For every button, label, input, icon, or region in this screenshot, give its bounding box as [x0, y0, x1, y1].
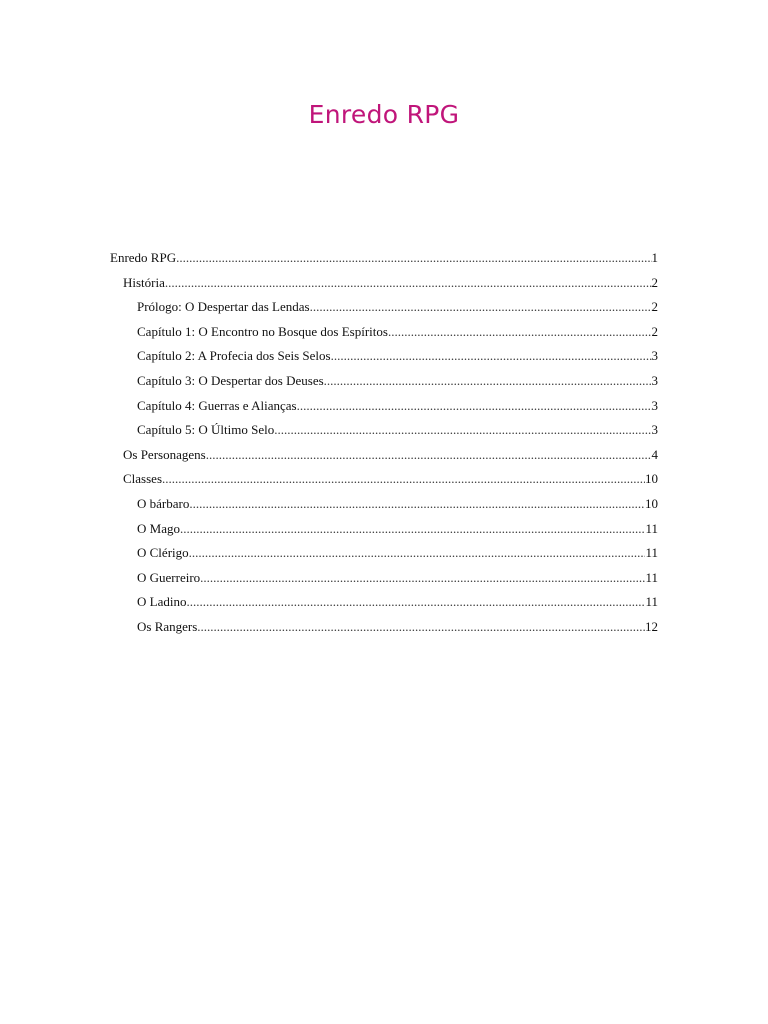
toc-entry-page: 4	[651, 446, 658, 462]
toc-dot-leader	[310, 298, 652, 316]
toc-dot-leader	[189, 495, 645, 513]
toc-entry-page: 11	[645, 545, 658, 561]
toc-entry-enredo-rpg[interactable]	[110, 249, 658, 274]
toc-entry-label: O Clérigo	[137, 545, 189, 561]
toc-entry-page: 3	[651, 422, 658, 438]
toc-dot-leader	[200, 569, 645, 587]
toc-dot-leader	[176, 249, 651, 267]
toc-entry-label: Capítulo 2: A Profecia dos Seis Selos	[137, 348, 331, 364]
toc-entry-label: O Mago	[137, 520, 180, 536]
toc-entry-prologo[interactable]	[110, 298, 658, 323]
toc-dot-leader	[189, 544, 646, 562]
toc-dot-leader	[274, 421, 651, 439]
document-title: Enredo RPG	[308, 100, 460, 129]
toc-entry-label: O bárbaro	[137, 495, 190, 511]
toc-entry-page: 1	[651, 250, 658, 265]
toc-entry-label: Capítulo 1: O Encontro no Bosque dos Espíritos	[137, 323, 388, 339]
toc-entry-capitulo-4[interactable]	[110, 397, 658, 422]
toc-entry-label: Capítulo 4: Guerras e Alianças	[137, 397, 297, 413]
toc-dot-leader	[324, 372, 652, 390]
toc-entry-page: 10	[645, 495, 658, 511]
toc-entry-os-rangers[interactable]	[110, 618, 658, 643]
toc-entry-o-guerreiro[interactable]	[110, 569, 658, 594]
toc-entry-label: Prólogo: O Despertar das Lendas	[137, 299, 310, 315]
toc-dot-leader	[180, 520, 646, 538]
toc-dot-leader	[162, 470, 645, 488]
toc-entry-label: Capítulo 5: O Último Selo	[137, 422, 275, 438]
toc-entry-capitulo-2[interactable]	[110, 347, 658, 372]
toc-entry-capitulo-3[interactable]	[110, 372, 658, 397]
toc-entry-label: Os Rangers	[137, 618, 198, 634]
toc-entry-page: 3	[651, 372, 658, 388]
toc-entry-label: O Ladino	[137, 594, 187, 610]
toc-dot-leader	[165, 274, 652, 292]
toc-entry-page: 12	[645, 618, 658, 634]
toc-entry-label: Enredo RPG	[110, 250, 177, 265]
toc-entry-page: 2	[651, 323, 658, 339]
toc-entry-o-clerigo[interactable]	[110, 544, 658, 569]
toc-entry-page: 3	[651, 348, 658, 364]
table-of-contents	[110, 249, 658, 643]
toc-entry-page: 10	[645, 471, 658, 487]
toc-dot-leader	[331, 347, 652, 365]
toc-entry-capitulo-1[interactable]	[110, 323, 658, 348]
toc-dot-leader	[388, 323, 652, 341]
toc-entry-page: 3	[651, 397, 658, 413]
toc-entry-page: 11	[645, 569, 658, 585]
toc-entry-o-ladino[interactable]	[110, 593, 658, 618]
toc-entry-label: Capítulo 3: O Despertar dos Deuses	[137, 372, 324, 388]
toc-entry-label: Os Personagens	[123, 446, 206, 462]
toc-entry-label: Classes	[123, 471, 162, 487]
toc-dot-leader	[186, 593, 645, 611]
toc-entry-capitulo-5[interactable]	[110, 421, 658, 446]
toc-entry-os-personagens[interactable]	[110, 446, 658, 471]
toc-dot-leader	[206, 446, 652, 464]
toc-entry-label: História	[123, 274, 165, 290]
toc-entry-page: 2	[651, 274, 658, 290]
toc-entry-page: 11	[645, 594, 658, 610]
toc-dot-leader	[297, 397, 652, 415]
toc-entry-page: 2	[651, 299, 658, 315]
toc-entry-o-barbaro[interactable]	[110, 495, 658, 520]
toc-entry-o-mago[interactable]	[110, 520, 658, 545]
toc-entry-classes[interactable]	[110, 470, 658, 495]
toc-entry-label: O Guerreiro	[137, 569, 201, 585]
toc-entry-historia[interactable]	[110, 274, 658, 299]
toc-dot-leader	[197, 618, 645, 636]
toc-entry-page: 11	[645, 520, 658, 536]
